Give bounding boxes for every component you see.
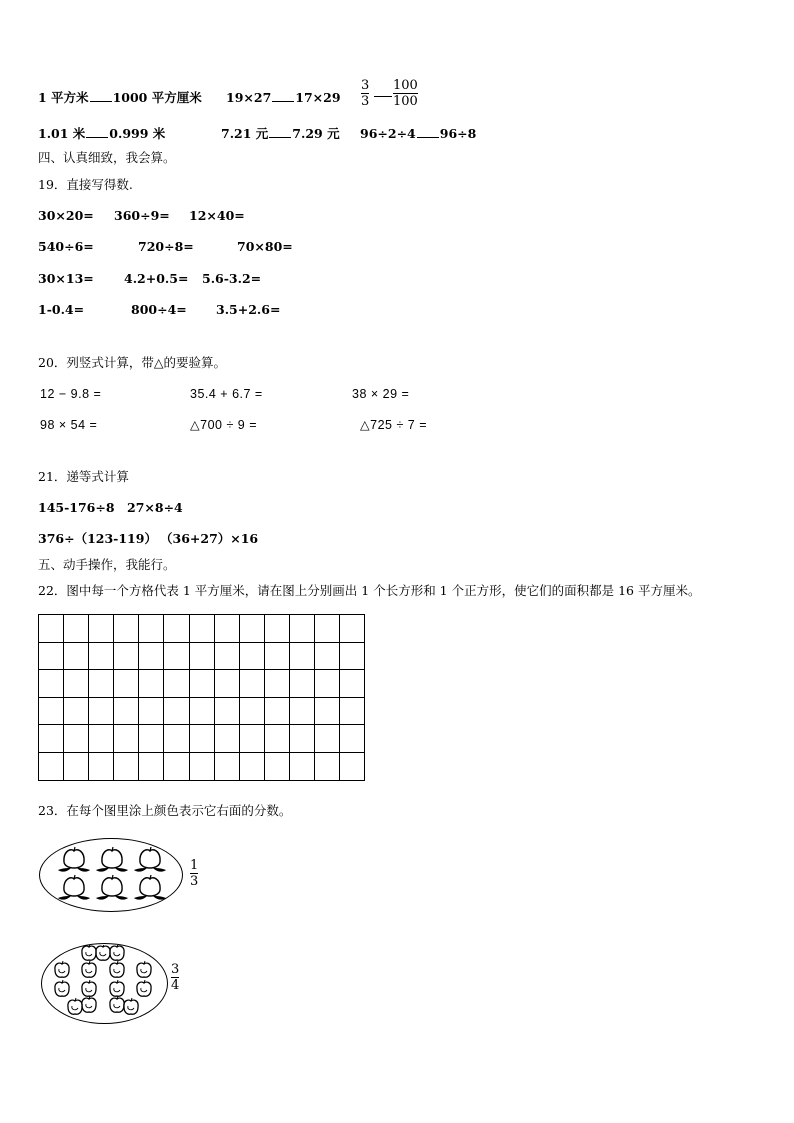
grid-cell[interactable] — [189, 642, 214, 670]
grid-cell[interactable] — [189, 615, 214, 643]
grid-cell[interactable] — [164, 615, 189, 643]
grid-cell[interactable] — [64, 697, 89, 725]
vertical-calc: 35.4 + 6.7 = — [190, 387, 263, 401]
step-calc: 376÷（123-119） — [38, 531, 157, 546]
grid-cell[interactable] — [264, 615, 289, 643]
fraction-denominator: 100 — [393, 94, 418, 109]
oral-calc: 540÷6= — [38, 239, 94, 254]
grid-cell[interactable] — [340, 670, 365, 698]
step-calc: 27×8÷4 — [127, 500, 183, 515]
grid-cell[interactable] — [289, 670, 314, 698]
apple-icon[interactable] — [137, 980, 151, 996]
fraction-denominator: 4 — [171, 978, 180, 993]
grid-cell[interactable] — [139, 725, 164, 753]
fraction-left — [361, 78, 369, 109]
fraction-numerator: 1 — [190, 858, 199, 873]
apple-icon[interactable] — [55, 980, 69, 996]
fraction-three-quarters — [171, 962, 179, 993]
answer-blank[interactable] — [417, 125, 439, 138]
grid-cell[interactable] — [189, 725, 214, 753]
grid-cell[interactable] — [139, 670, 164, 698]
answer-blank[interactable] — [374, 96, 392, 97]
grid-row — [39, 642, 365, 670]
compare-right: 17×29 — [295, 90, 341, 105]
grid-cell[interactable] — [239, 670, 264, 698]
grid-cell[interactable] — [189, 670, 214, 698]
question-title: 20．列竖式计算，带△的要验算。 — [38, 355, 227, 370]
vertical-calc: 98 × 54 = — [40, 418, 98, 432]
grid-cell[interactable] — [315, 725, 340, 753]
grid-cell[interactable] — [64, 670, 89, 698]
vertical-calc: 12 − 9.8 = — [40, 387, 102, 401]
grid-cell[interactable] — [315, 615, 340, 643]
square-grid[interactable] — [38, 614, 365, 781]
compare-left: 96÷2÷4 — [360, 126, 416, 141]
grid-cell[interactable] — [64, 615, 89, 643]
compare-left: 7.21 元 — [221, 126, 269, 141]
grid-cell[interactable] — [64, 642, 89, 670]
grid-table[interactable] — [38, 614, 365, 781]
grid-cell[interactable] — [39, 670, 64, 698]
compare-item — [360, 125, 476, 142]
apple-icon[interactable] — [124, 998, 138, 1014]
question-title: 22．图中每一个方格代表 1 平方厘米，请在图上分别画出 1 个长方形和 1 个正方形，使它们的面积都是 16 平方厘米。 — [38, 583, 701, 598]
oral-calc: 30×20= — [38, 208, 94, 223]
apple-icon[interactable] — [82, 961, 96, 977]
grid-cell[interactable] — [264, 670, 289, 698]
grid-cell[interactable] — [239, 615, 264, 643]
answer-blank[interactable] — [90, 89, 112, 102]
compare-item — [38, 89, 202, 106]
grid-cell[interactable] — [239, 752, 264, 780]
vertical-calc-check: △700 ÷ 9 = — [190, 418, 257, 432]
fraction-denominator: 3 — [361, 94, 370, 109]
grid-cell[interactable] — [239, 697, 264, 725]
grid-cell[interactable] — [264, 725, 289, 753]
grid-cell[interactable] — [64, 725, 89, 753]
grid-cell[interactable] — [114, 615, 139, 643]
grid-cell[interactable] — [214, 725, 239, 753]
question-title: 19．直接写得数. — [38, 177, 133, 192]
grid-cell[interactable] — [89, 615, 114, 643]
grid-cell[interactable] — [289, 725, 314, 753]
grid-cell[interactable] — [89, 642, 114, 670]
oral-calc: 70×80= — [237, 239, 293, 254]
grid-cell[interactable] — [315, 642, 340, 670]
grid-cell[interactable] — [239, 725, 264, 753]
grid-cell[interactable] — [289, 615, 314, 643]
grid-cell[interactable] — [89, 697, 114, 725]
peach-icon[interactable] — [58, 875, 90, 900]
grid-cell[interactable] — [164, 725, 189, 753]
grid-cell[interactable] — [139, 697, 164, 725]
peach-icon[interactable] — [58, 847, 90, 872]
question-title: 23．在每个图里涂上颜色表示它右面的分数。 — [38, 803, 292, 818]
grid-row — [39, 670, 365, 698]
grid-cell[interactable] — [214, 615, 239, 643]
apple-group — [50, 945, 160, 1021]
oral-calc: 4.2+0.5= — [124, 271, 189, 286]
oral-calc: 5.6-3.2= — [202, 271, 262, 286]
oral-calc: 360÷9= — [114, 208, 170, 223]
apple-icon[interactable] — [55, 961, 69, 977]
apple-icon[interactable] — [110, 961, 124, 977]
grid-cell[interactable] — [289, 697, 314, 725]
peach-group — [56, 844, 168, 904]
grid-row — [39, 615, 365, 643]
apple-icon[interactable] — [68, 998, 82, 1014]
peach-icon[interactable] — [134, 847, 166, 872]
grid-cell[interactable] — [340, 697, 365, 725]
grid-cell[interactable] — [164, 670, 189, 698]
grid-cell[interactable] — [264, 642, 289, 670]
oral-calc: 3.5+2.6= — [216, 302, 281, 317]
compare-left: 1.01 米 — [38, 126, 86, 141]
grid-cell[interactable] — [114, 697, 139, 725]
question-title: 21．递等式计算 — [38, 469, 129, 484]
grid-row — [39, 725, 365, 753]
grid-cell[interactable] — [164, 642, 189, 670]
grid-cell[interactable] — [39, 752, 64, 780]
apple-icon[interactable] — [110, 945, 124, 960]
compare-left: 19×27 — [226, 90, 272, 105]
grid-cell[interactable] — [164, 752, 189, 780]
grid-cell[interactable] — [39, 697, 64, 725]
grid-cell[interactable] — [189, 752, 214, 780]
grid-cell[interactable] — [239, 642, 264, 670]
fraction-one-third — [190, 858, 198, 889]
grid-cell[interactable] — [189, 697, 214, 725]
oral-calc: 800÷4= — [131, 302, 187, 317]
grid-cell[interactable] — [315, 752, 340, 780]
grid-cell[interactable] — [39, 642, 64, 670]
fraction-numerator: 3 — [171, 962, 180, 977]
section-heading: 四、认真细致，我会算。 — [38, 150, 176, 165]
grid-cell[interactable] — [114, 642, 139, 670]
grid-cell[interactable] — [340, 752, 365, 780]
compare-right: 7.29 元 — [292, 126, 340, 141]
answer-blank[interactable] — [86, 125, 108, 138]
vertical-calc-check: △725 ÷ 7 = — [360, 418, 427, 432]
grid-cell[interactable] — [114, 670, 139, 698]
compare-item — [226, 89, 341, 106]
grid-cell[interactable] — [139, 615, 164, 643]
grid-cell[interactable] — [39, 725, 64, 753]
compare-item — [38, 125, 165, 142]
grid-cell[interactable] — [340, 642, 365, 670]
grid-row — [39, 752, 365, 780]
grid-cell[interactable] — [315, 697, 340, 725]
apple-icon[interactable] — [110, 996, 124, 1012]
apple-icon[interactable] — [82, 980, 96, 996]
grid-cell[interactable] — [64, 752, 89, 780]
grid-cell[interactable] — [214, 642, 239, 670]
fraction-numerator: 3 — [361, 78, 370, 93]
apple-icon[interactable] — [82, 996, 96, 1012]
answer-blank[interactable] — [269, 125, 291, 138]
section-heading: 五、动手操作，我能行。 — [38, 557, 176, 572]
fraction-denominator: 3 — [190, 874, 199, 889]
oral-calc: 30×13= — [38, 271, 94, 286]
grid-cell[interactable] — [89, 670, 114, 698]
apple-icon[interactable] — [137, 961, 151, 977]
step-calc: 145-176÷8 — [38, 500, 115, 515]
fraction-numerator: 100 — [393, 78, 418, 93]
compare-right: 1000 平方厘米 — [112, 90, 202, 105]
grid-cell[interactable] — [139, 642, 164, 670]
grid-cell[interactable] — [315, 670, 340, 698]
compare-right: 96÷8 — [439, 126, 477, 141]
peach-icon[interactable] — [96, 847, 128, 872]
grid-cell[interactable] — [114, 752, 139, 780]
apple-icon[interactable] — [96, 945, 110, 960]
grid-cell[interactable] — [289, 752, 314, 780]
grid-cell[interactable] — [340, 725, 365, 753]
oral-calc: 1-0.4= — [38, 302, 85, 317]
grid-cell[interactable] — [214, 697, 239, 725]
oral-calc: 720÷8= — [138, 239, 194, 254]
vertical-calc: 38 × 29 = — [352, 387, 410, 401]
grid-cell[interactable] — [264, 697, 289, 725]
grid-cell[interactable] — [289, 642, 314, 670]
grid-cell[interactable] — [214, 670, 239, 698]
answer-blank[interactable] — [272, 89, 294, 102]
grid-cell[interactable] — [164, 697, 189, 725]
grid-cell[interactable] — [89, 725, 114, 753]
grid-cell[interactable] — [340, 615, 365, 643]
step-calc: （36+27）×16 — [160, 531, 259, 546]
grid-cell[interactable] — [264, 752, 289, 780]
apple-icon[interactable] — [82, 945, 96, 960]
grid-cell[interactable] — [214, 752, 239, 780]
grid-cell[interactable] — [114, 725, 139, 753]
oral-calc: 12×40= — [189, 208, 245, 223]
apple-icon[interactable] — [110, 980, 124, 996]
grid-cell[interactable] — [39, 615, 64, 643]
compare-left: 1 平方米 — [38, 90, 89, 105]
grid-cell[interactable] — [89, 752, 114, 780]
peach-icon[interactable] — [134, 875, 166, 900]
peach-icon[interactable] — [96, 875, 128, 900]
compare-right: 0.999 米 — [109, 126, 166, 141]
fraction-right — [393, 78, 418, 109]
grid-cell[interactable] — [139, 752, 164, 780]
grid-row — [39, 697, 365, 725]
compare-item — [221, 125, 340, 142]
